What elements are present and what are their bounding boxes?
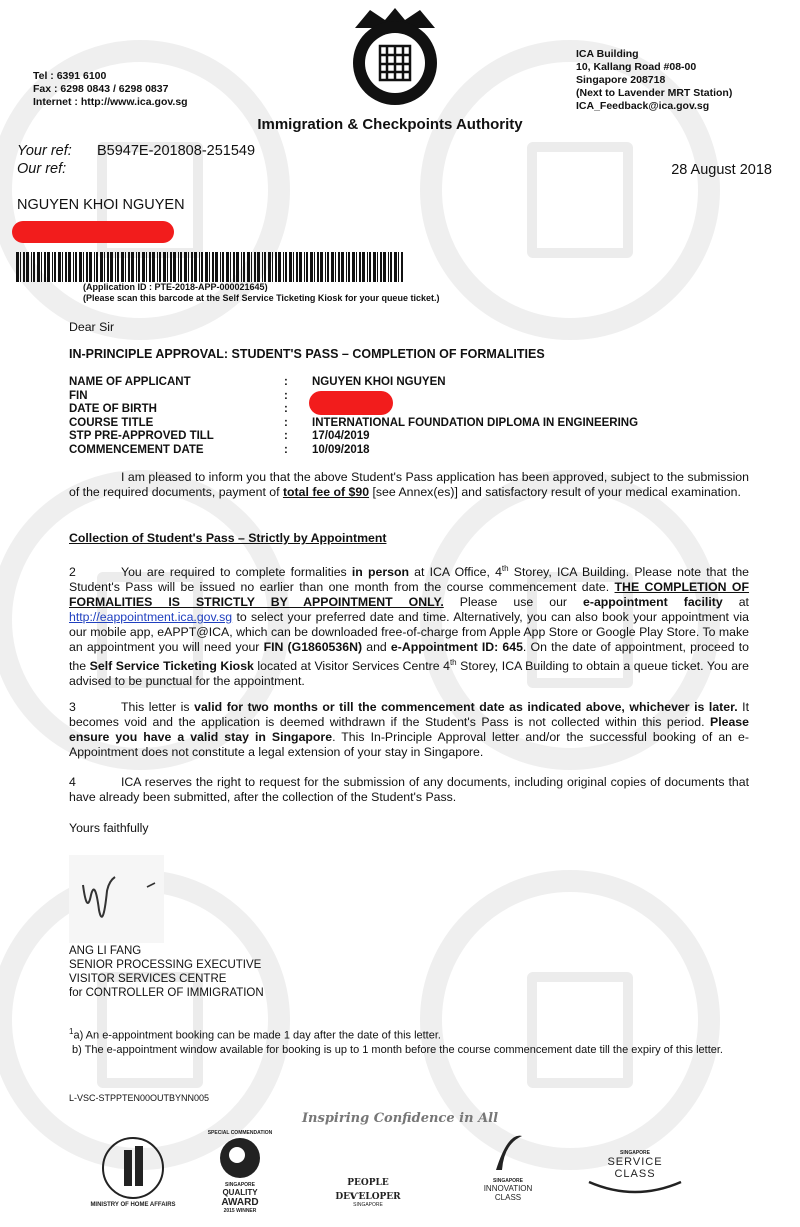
p2-bold: in person — [351, 565, 409, 580]
subject-line: IN-PRINCIPLE APPROVAL: STUDENT'S PASS – COMPLETION OF FORMALITIES — [69, 347, 545, 361]
innovation-class-badge — [473, 1130, 543, 1202]
p4-text: ICA reserves the right to request for the submission of any documents, including original copies of documents that have already been submitted, after the collection of the Student's Pass. — [69, 775, 749, 804]
people-v-icon: ⱱ — [350, 1188, 359, 1202]
footnote-a — [69, 1025, 749, 1043]
p2-bold: e-appointment facility — [583, 595, 723, 610]
your-ref-label: Your ref: — [17, 143, 72, 159]
letter-date: 28 August 2018 — [671, 162, 772, 178]
p1-text-a: I am pleased to inform you that the above Student's Pass application has been approved, subject to the submission of the required documents, payment of — [69, 470, 749, 499]
p2-text: and — [362, 640, 391, 655]
our-ref-label: Our ref: — [17, 161, 67, 177]
your-ref — [17, 143, 255, 159]
field-colon: : — [284, 403, 288, 415]
address-line: 10, Kallang Road #08-00 — [576, 61, 697, 73]
innov-line: SINGAPORE — [492, 1178, 523, 1184]
application-id-block — [83, 282, 439, 304]
footnote-marker: 1 — [69, 1027, 74, 1036]
p2-bold-underline: THE COMPLETION OF FORMALITIES IS STRICTLY BY APPOINTMENT ONLY. — [69, 580, 750, 610]
people-developer-logo — [318, 1178, 418, 1202]
innov-line: INNOVATION — [483, 1184, 533, 1193]
p2-text: Storey, ICA Building. Please note that the Student's Pass will be issued no earlier than one month from the course commencement date. — [69, 565, 749, 595]
service-swoosh-icon — [585, 1180, 685, 1196]
field-label: DATE OF BIRTH — [69, 403, 157, 415]
field-colon: : — [284, 443, 288, 456]
field-row — [69, 417, 762, 431]
service-line: SINGAPORE — [619, 1150, 650, 1156]
sqa-line: QUALITY — [222, 1188, 258, 1197]
sqa-badge — [205, 1130, 275, 1214]
people-text-b: ELOPER — [358, 1192, 401, 1202]
sqa-line: 2015 WINNER — [223, 1208, 257, 1214]
field-value: NGUYEN KHOI NGUYEN — [312, 376, 446, 388]
internet: Internet : http://www.ica.gov.sg — [33, 96, 188, 108]
section-heading-wrap — [69, 531, 749, 546]
appointment-id: e-Appointment ID: 645 — [390, 640, 523, 655]
field-row — [69, 403, 762, 417]
address-line: ICA Building — [576, 48, 639, 60]
tel: Tel : 6391 6100 — [33, 70, 107, 82]
applicant-details — [69, 376, 762, 457]
mha-emblem-icon — [88, 1130, 178, 1200]
signature-icon — [69, 855, 164, 943]
p2-sup: th — [449, 658, 457, 668]
p3-text: . This In-Principle Approval letter and/or the successful booking of an e-Appointment does not constitute a legal extension of your stay in Singapore. — [69, 730, 749, 759]
mha-label: MINISTRY OF HOME AFFAIRS — [90, 1202, 176, 1208]
field-row — [69, 376, 762, 390]
field-row — [69, 444, 762, 458]
field-value: INTERNATIONAL FOUNDATION DIPLOMA IN ENGINEERING — [312, 416, 639, 429]
barcode-instruction: (Please scan this barcode at the Self Service Ticketing Kiosk for your queue ticket.) — [83, 293, 440, 303]
p2-text: Storey, ICA Building to obtain a queue ticket. You are advised to be punctual for the appointment. — [69, 659, 749, 689]
eappointment-link[interactable]: http://eappointment.ica.gov.sg — [69, 610, 233, 625]
p3-text: This letter is — [121, 700, 195, 714]
field-colon: : — [284, 376, 288, 388]
service-line: CLASS — [614, 1168, 656, 1180]
people-text-a: PEOPLE DE — [335, 1178, 389, 1202]
ica-crest-logo-icon — [335, 8, 455, 108]
innovation-swirl-icon — [488, 1130, 528, 1176]
sqa-line: AWARD — [221, 1197, 259, 1208]
field-colon: : — [284, 389, 288, 402]
field-colon: : — [284, 416, 288, 429]
closing: Yours faithfully — [69, 821, 149, 835]
field-row — [69, 390, 762, 404]
p2-text: at — [722, 595, 749, 610]
address-line: (Next to Lavender MRT Station) — [576, 87, 733, 99]
section-heading: Collection of Student's Pass – Strictly by Appointment — [69, 531, 387, 545]
total-fee: total fee of $90 — [282, 485, 370, 499]
field-label: FIN — [69, 389, 88, 402]
signatory-name: ANG LI FANG — [69, 945, 142, 957]
paragraph-3 — [69, 700, 749, 760]
document-reference: L-VSC-STPPTEN00OUTBYNN005 — [69, 1093, 210, 1103]
p1-text-c: [see Annex(es)] and satisfactory result of your medical examination. — [369, 485, 741, 499]
barcode-icon — [16, 252, 404, 282]
sqa-top-label: SPECIAL COMMENDATION — [207, 1130, 273, 1136]
paragraph-2 — [69, 561, 749, 689]
field-label: COMMENCEMENT DATE — [69, 443, 204, 456]
p2-sup: th — [501, 564, 509, 573]
mha-badge — [88, 1130, 178, 1208]
innov-line: CLASS — [494, 1193, 522, 1202]
fax: Fax : 6298 0843 / 6298 0837 — [33, 83, 169, 95]
signatory-dept: VISITOR SERVICES CENTRE — [69, 973, 227, 985]
field-label: COURSE TITLE — [69, 416, 154, 429]
paragraph-4 — [69, 775, 749, 805]
paragraph-1 — [69, 470, 749, 500]
org-title: Immigration & Checkpoints Authority — [257, 116, 523, 133]
p2-text: Please use our — [443, 595, 584, 610]
footnote-a-text: a) An e-appointment booking can be made 1 day after the date of this letter. — [73, 1029, 441, 1042]
email: ICA_Feedback@ica.gov.sg — [576, 100, 710, 112]
people-developer-badge — [318, 1178, 418, 1208]
address-block — [576, 48, 732, 113]
service-class-badge — [585, 1150, 685, 1198]
paragraph-number: 4 — [69, 775, 76, 789]
p2-text: . On the date of appointment, proceed to the — [69, 640, 749, 674]
field-value: 17/04/2019 — [312, 430, 370, 442]
paragraph-number: 3 — [69, 700, 76, 714]
redaction-address — [12, 221, 174, 243]
p3-text: It becomes void and the application is deemed withdrawn if the Student's Pass is not collected within this period. — [69, 700, 750, 729]
signatory-block — [69, 944, 264, 1000]
p2-text: located at Visitor Services Centre 4 — [253, 659, 450, 674]
signatory-for: for CONTROLLER OF IMMIGRATION — [69, 987, 264, 999]
service-line: SERVICE — [607, 1156, 663, 1168]
your-ref-value: B5947E-201808-251549 — [97, 143, 256, 159]
p3-bold: valid for two months or till the commencement date as indicated above, whichever is later. — [194, 700, 738, 714]
fin-number: FIN (G1860536N) — [263, 640, 363, 655]
our-ref — [17, 161, 97, 177]
signatory-title: SENIOR PROCESSING EXECUTIVE — [69, 959, 262, 971]
field-row — [69, 430, 762, 444]
address-line: Singapore 208718 — [576, 74, 666, 86]
salutation: Dear Sir — [69, 320, 115, 334]
p2-text: You are required to complete formalities — [121, 565, 352, 580]
people-sub: SINGAPORE — [353, 1202, 383, 1208]
paragraph-number: 2 — [69, 565, 76, 580]
redaction-fin-dob — [309, 391, 393, 415]
application-id: (Application ID : PTE-2018-APP-000021645) — [83, 282, 268, 292]
field-colon: : — [284, 430, 288, 442]
p2-bold: Self Service Ticketing Kiosk — [89, 659, 254, 674]
motto: Inspiring Confidence in All — [301, 1111, 499, 1126]
sqa-line: SINGAPORE — [224, 1182, 255, 1188]
footnote-b: b) The e-appointment window available for booking is up to 1 month before the course commencement date till the expiry of this letter. — [72, 1044, 723, 1056]
sqa-lion-icon — [215, 1136, 265, 1180]
field-value: 10/09/2018 — [312, 443, 370, 456]
field-label: NAME OF APPLICANT — [69, 376, 191, 388]
contact-block — [33, 70, 188, 109]
field-label: STP PRE-APPROVED TILL — [69, 430, 214, 442]
p2-text: at ICA Office, 4 — [408, 565, 502, 580]
p2-text: to select your preferred date and time. Alternatively, you can also book your appointment via our mobile app, eAPPT@ICA, which can be downloaded free-of-charge from Apple App Store or Google Play Store. To make an appointment you will need your — [69, 610, 749, 655]
addressee-name: NGUYEN KHOI NGUYEN — [17, 197, 185, 213]
p3-bold: Please ensure you have a valid stay in Singapore — [69, 715, 749, 744]
